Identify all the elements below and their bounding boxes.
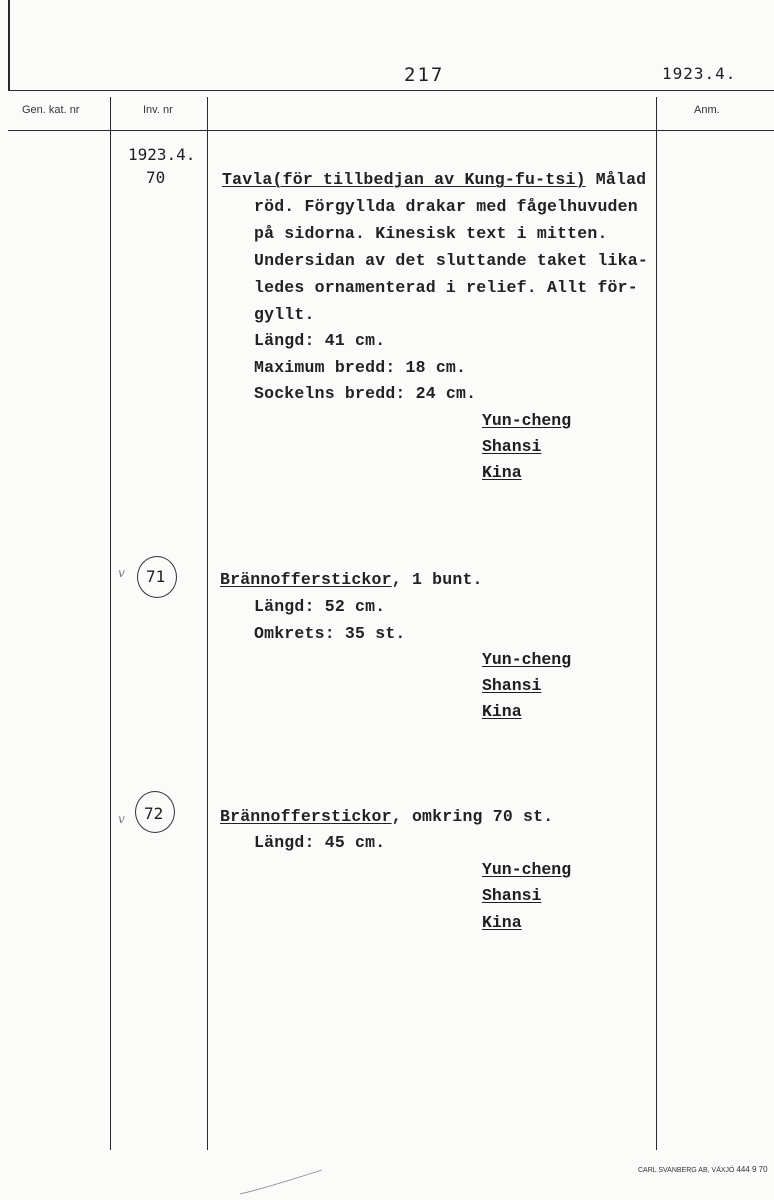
entry-72-inv-nr: 72	[144, 804, 164, 823]
entry-70-title-suffix: Målad	[585, 170, 647, 189]
entry-71-locality-province: Shansi	[482, 676, 542, 695]
column-divider-gen-inv	[110, 97, 111, 1150]
entry-70-line-1: röd. Förgyllda drakar med fågelhuvuden	[254, 197, 638, 216]
entry-72-title: Brännofferstickor	[220, 807, 392, 826]
entry-71-title-line	[220, 570, 483, 589]
entry-70-title-parenthetical: (för tillbedjan av Kung-fu-tsi)	[272, 170, 586, 189]
entry-70-line-4: ledes ornamenterad i relief. Allt för-	[254, 278, 638, 297]
entry-70-locality-country: Kina	[482, 463, 522, 482]
header-bottom-rule	[8, 130, 774, 131]
entry-72-title-suffix: , omkring 70 st.	[391, 807, 554, 826]
footer-printer: CARL SVANBERG AB, VÄXJÖ	[638, 1167, 735, 1174]
column-divider-text-anm	[656, 97, 657, 1150]
entry-70-line-2: på sidorna. Kinesisk text i mitten.	[254, 224, 608, 243]
column-label-anm: Anm.	[694, 104, 720, 116]
page-number: 217	[404, 64, 445, 86]
footer-code: 444 9 70	[736, 1165, 768, 1174]
entry-70-base-width: Sockelns bredd: 24 cm.	[254, 384, 477, 403]
column-label-gen-kat-nr: Gen. kat. nr	[22, 104, 80, 116]
column-divider-inv-text	[207, 97, 208, 1150]
entry-70-title-line	[222, 170, 646, 189]
column-label-inv-nr: Inv. nr	[143, 104, 173, 116]
entry-72-length: Längd: 45 cm.	[254, 833, 386, 852]
entry-70-length: Längd: 41 cm.	[254, 331, 386, 350]
entry-71-locality-city: Yun-cheng	[482, 650, 572, 669]
entry-70-inv-nr: 70	[146, 168, 166, 187]
entry-71-title: Brännofferstickor	[220, 570, 392, 589]
pencil-stroke	[236, 1168, 326, 1198]
entry-70-line-3: Undersidan av det sluttande taket lika-	[254, 251, 648, 270]
entry-71-locality-country: Kina	[482, 702, 522, 721]
entry-70-title: Tavla	[222, 170, 273, 189]
entry-72-locality-country: Kina	[482, 913, 522, 932]
left-margin-rule	[8, 0, 10, 90]
header-accession: 1923.4.	[662, 64, 737, 83]
entry-70-locality-city: Yun-cheng	[482, 411, 572, 430]
entry-71-length: Längd: 52 cm.	[254, 597, 386, 616]
entry-70-locality-province: Shansi	[482, 437, 542, 456]
entry-70-line-5: gyllt.	[254, 305, 315, 324]
entry-72-title-line	[220, 807, 553, 826]
entry-72-locality-city: Yun-cheng	[482, 860, 572, 879]
entry-70-accession: 1923.4.	[128, 145, 196, 164]
entry-72-check-mark: v	[118, 812, 125, 826]
entry-71-circumference: Omkrets: 35 st.	[254, 624, 406, 643]
entry-70-max-width: Maximum bredd: 18 cm.	[254, 358, 467, 377]
entry-71-inv-nr: 71	[146, 567, 166, 586]
footer-printer-imprint	[638, 1165, 768, 1174]
header-top-rule	[8, 90, 774, 91]
entry-72-locality-province: Shansi	[482, 886, 542, 905]
entry-71-check-mark: v	[118, 566, 125, 580]
entry-71-title-suffix: , 1 bunt.	[391, 570, 483, 589]
